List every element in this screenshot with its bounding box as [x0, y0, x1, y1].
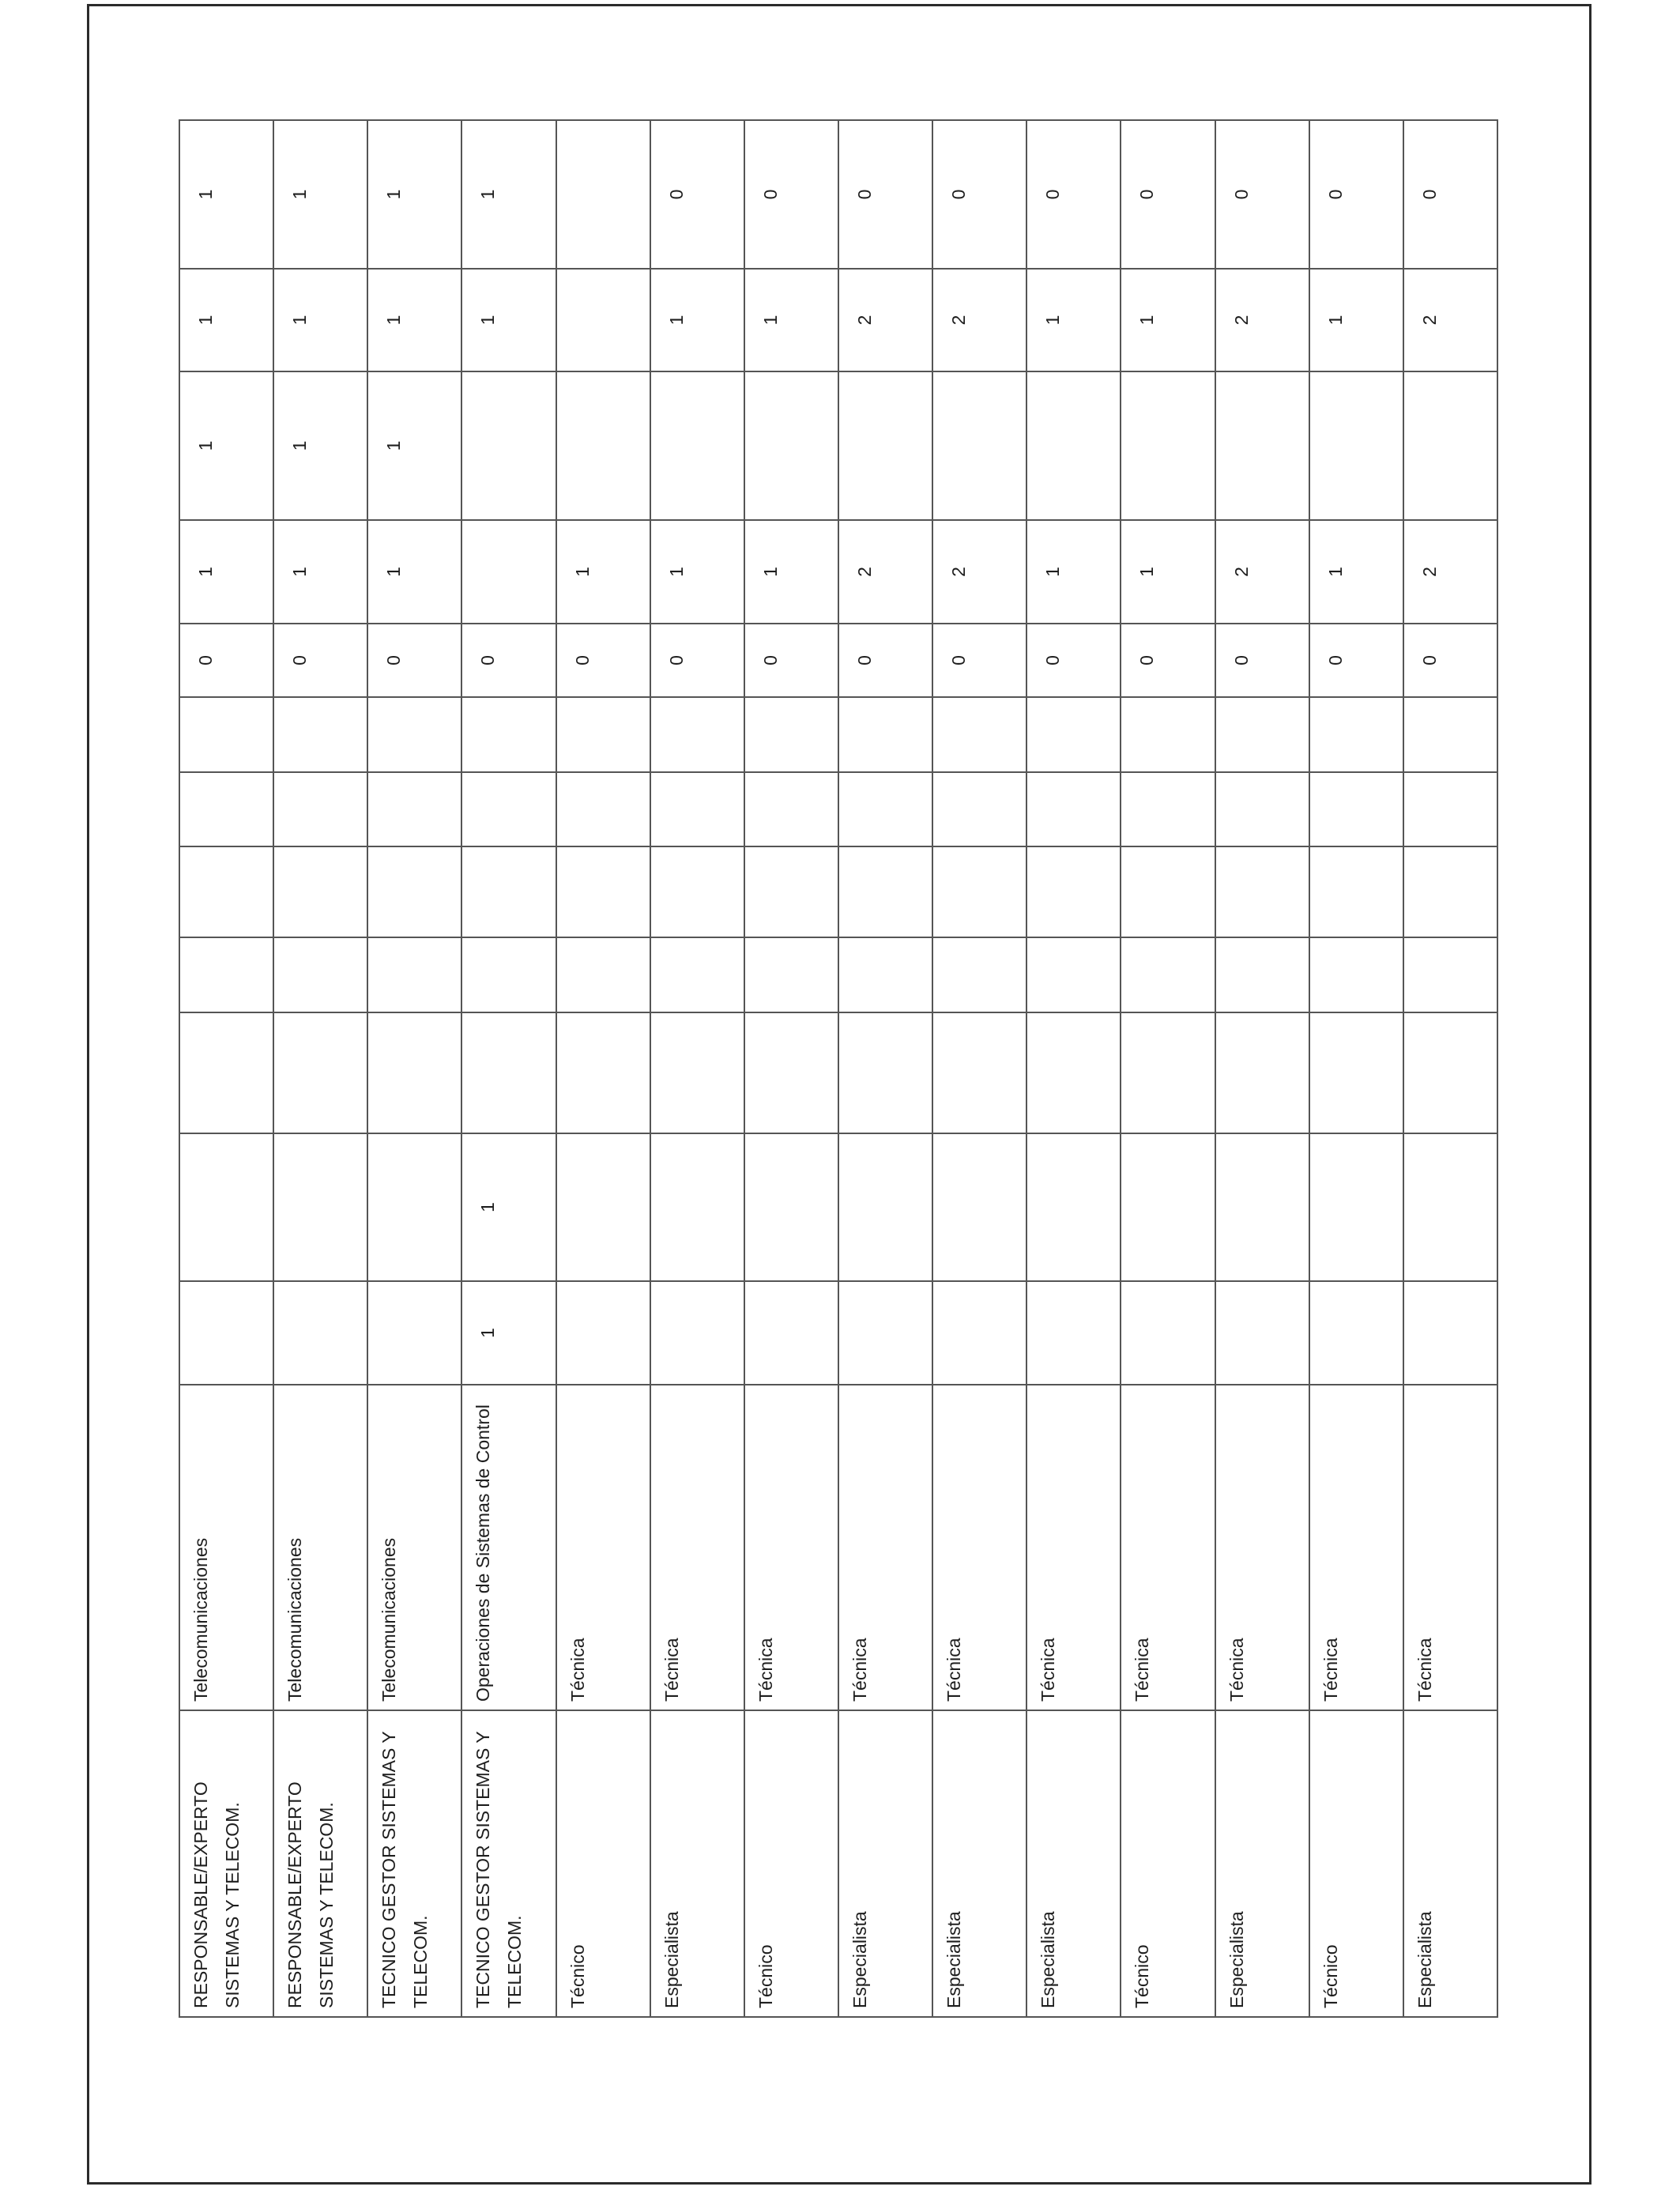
- count-cell: [650, 1281, 744, 1385]
- count-cell: [1026, 1012, 1121, 1133]
- count-cell: [1309, 772, 1403, 846]
- table-row: [1121, 120, 1215, 2017]
- count-cell: [744, 846, 838, 937]
- count-cell: 1: [650, 520, 744, 624]
- table-row: [556, 120, 650, 2017]
- count-cell: 0: [556, 624, 650, 697]
- count-cell: [556, 1133, 650, 1281]
- count-cell: 1: [1309, 520, 1403, 624]
- count-cell: [1121, 371, 1215, 520]
- count-cell: 1: [367, 371, 461, 520]
- count-cell: [1215, 1133, 1309, 1281]
- table-row: [1309, 120, 1403, 2017]
- count-cell: [367, 1012, 461, 1133]
- count-cell: [179, 772, 273, 846]
- rotated-table-container: [179, 129, 1498, 2018]
- count-cell: [1026, 1281, 1121, 1385]
- count-cell: [1309, 697, 1403, 772]
- role-cell: RESPONSABLE/EXPERTO SISTEMAS Y TELECOM.: [273, 1710, 367, 2017]
- table-row: [650, 120, 744, 2017]
- count-cell: 1: [744, 269, 838, 371]
- count-cell: [744, 697, 838, 772]
- count-cell: 1: [650, 269, 744, 371]
- count-cell: [838, 697, 932, 772]
- table-row: [1403, 120, 1497, 2017]
- count-cell: 0: [1309, 120, 1403, 269]
- count-cell: [179, 846, 273, 937]
- count-cell: [367, 697, 461, 772]
- count-cell: 1: [367, 120, 461, 269]
- count-cell: [650, 846, 744, 937]
- count-cell: [932, 846, 1026, 937]
- count-cell: [556, 269, 650, 371]
- table-row: [838, 120, 932, 2017]
- count-cell: 1: [461, 1281, 556, 1385]
- count-cell: [367, 1133, 461, 1281]
- count-cell: [1403, 371, 1497, 520]
- count-cell: [1309, 1133, 1403, 1281]
- count-cell: 0: [273, 624, 367, 697]
- count-cell: 1: [1121, 520, 1215, 624]
- count-cell: [1403, 1133, 1497, 1281]
- count-cell: [461, 371, 556, 520]
- count-cell: [1309, 846, 1403, 937]
- count-cell: 2: [1215, 520, 1309, 624]
- count-cell: 0: [1309, 624, 1403, 697]
- count-cell: [461, 520, 556, 624]
- count-cell: [1215, 697, 1309, 772]
- count-cell: 1: [461, 269, 556, 371]
- role-cell: Técnico: [1309, 1710, 1403, 2017]
- staffing-table: [179, 119, 1498, 2018]
- area-cell: Técnica: [932, 1385, 1026, 1710]
- count-cell: [273, 846, 367, 937]
- count-cell: [273, 1012, 367, 1133]
- role-cell: Especialista: [838, 1710, 932, 2017]
- count-cell: [932, 371, 1026, 520]
- count-cell: [1403, 697, 1497, 772]
- count-cell: [1403, 1281, 1497, 1385]
- table-row: [367, 120, 461, 2017]
- count-cell: 0: [1403, 624, 1497, 697]
- count-cell: [744, 937, 838, 1012]
- role-cell: RESPONSABLE/EXPERTO SISTEMAS Y TELECOM.: [179, 1710, 273, 2017]
- count-cell: [1215, 1281, 1309, 1385]
- area-cell: Operaciones de Sistemas de Control: [461, 1385, 556, 1710]
- count-cell: [1403, 772, 1497, 846]
- count-cell: [1121, 1281, 1215, 1385]
- count-cell: [1026, 937, 1121, 1012]
- count-cell: [932, 1281, 1026, 1385]
- count-cell: 0: [367, 624, 461, 697]
- count-cell: [1121, 1133, 1215, 1281]
- count-cell: [273, 937, 367, 1012]
- table-row: [461, 120, 556, 2017]
- count-cell: [1026, 1133, 1121, 1281]
- count-cell: [744, 1012, 838, 1133]
- count-cell: [1215, 772, 1309, 846]
- count-cell: [932, 772, 1026, 846]
- count-cell: [744, 1133, 838, 1281]
- table-row: [273, 120, 367, 2017]
- count-cell: [367, 772, 461, 846]
- count-cell: [650, 772, 744, 846]
- table-row: [744, 120, 838, 2017]
- role-cell: Especialista: [1403, 1710, 1497, 2017]
- count-cell: 0: [461, 624, 556, 697]
- count-cell: 0: [744, 120, 838, 269]
- count-cell: 1: [556, 520, 650, 624]
- count-cell: 1: [1026, 520, 1121, 624]
- count-cell: 0: [744, 624, 838, 697]
- count-cell: [556, 697, 650, 772]
- count-cell: 1: [367, 520, 461, 624]
- count-cell: [1403, 1012, 1497, 1133]
- count-cell: 0: [179, 624, 273, 697]
- count-cell: [650, 1133, 744, 1281]
- count-cell: [461, 1012, 556, 1133]
- area-cell: Técnica: [838, 1385, 932, 1710]
- count-cell: [1026, 846, 1121, 937]
- area-cell: Técnica: [650, 1385, 744, 1710]
- count-cell: [1403, 937, 1497, 1012]
- count-cell: 0: [1121, 120, 1215, 269]
- count-cell: 2: [1215, 269, 1309, 371]
- count-cell: 1: [744, 520, 838, 624]
- count-cell: [461, 846, 556, 937]
- count-cell: 0: [932, 120, 1026, 269]
- count-cell: 1: [179, 520, 273, 624]
- count-cell: 0: [1403, 120, 1497, 269]
- count-cell: [273, 772, 367, 846]
- role-cell: Especialista: [650, 1710, 744, 2017]
- count-cell: [1215, 937, 1309, 1012]
- count-cell: [1215, 846, 1309, 937]
- count-cell: [461, 697, 556, 772]
- count-cell: [744, 371, 838, 520]
- count-cell: [1121, 772, 1215, 846]
- count-cell: [650, 1012, 744, 1133]
- table-row: [1026, 120, 1121, 2017]
- count-cell: [838, 1012, 932, 1133]
- count-cell: 1: [367, 269, 461, 371]
- count-cell: 0: [1215, 624, 1309, 697]
- count-cell: [461, 937, 556, 1012]
- count-cell: [556, 371, 650, 520]
- role-cell: Especialista: [1215, 1710, 1309, 2017]
- role-cell: Técnico: [744, 1710, 838, 2017]
- count-cell: [932, 697, 1026, 772]
- area-cell: Técnica: [1215, 1385, 1309, 1710]
- count-cell: [1309, 1012, 1403, 1133]
- table-row: [932, 120, 1026, 2017]
- count-cell: 1: [273, 120, 367, 269]
- count-cell: 1: [273, 269, 367, 371]
- count-cell: 0: [650, 624, 744, 697]
- count-cell: [179, 1133, 273, 1281]
- count-cell: 1: [179, 371, 273, 520]
- count-cell: [838, 772, 932, 846]
- count-cell: [932, 1012, 1026, 1133]
- count-cell: [650, 937, 744, 1012]
- role-cell: Especialista: [932, 1710, 1026, 2017]
- role-cell: Técnico: [556, 1710, 650, 2017]
- count-cell: [179, 697, 273, 772]
- role-cell: TECNICO GESTOR SISTEMAS Y TELECOM.: [461, 1710, 556, 2017]
- count-cell: [461, 772, 556, 846]
- count-cell: 1: [461, 1133, 556, 1281]
- count-cell: 2: [932, 520, 1026, 624]
- count-cell: 1: [273, 371, 367, 520]
- count-cell: [1121, 697, 1215, 772]
- count-cell: 1: [1309, 269, 1403, 371]
- role-cell: Técnico: [1121, 1710, 1215, 2017]
- count-cell: 0: [1026, 120, 1121, 269]
- count-cell: [838, 846, 932, 937]
- area-cell: Telecomunicaciones: [367, 1385, 461, 1710]
- count-cell: [273, 1281, 367, 1385]
- count-cell: [179, 937, 273, 1012]
- count-cell: 1: [273, 520, 367, 624]
- count-cell: 1: [1121, 269, 1215, 371]
- count-cell: [650, 697, 744, 772]
- count-cell: [556, 1281, 650, 1385]
- count-cell: 2: [1403, 520, 1497, 624]
- count-cell: [1026, 772, 1121, 846]
- count-cell: [1121, 846, 1215, 937]
- count-cell: [1309, 937, 1403, 1012]
- count-cell: 2: [838, 520, 932, 624]
- count-cell: 0: [932, 624, 1026, 697]
- count-cell: 1: [179, 269, 273, 371]
- count-cell: 1: [179, 120, 273, 269]
- table-row: [1215, 120, 1309, 2017]
- area-cell: Técnica: [744, 1385, 838, 1710]
- count-cell: [556, 846, 650, 937]
- count-cell: [1215, 371, 1309, 520]
- area-cell: Técnica: [1309, 1385, 1403, 1710]
- count-cell: [179, 1281, 273, 1385]
- count-cell: 0: [1026, 624, 1121, 697]
- count-cell: [1026, 371, 1121, 520]
- count-cell: [838, 937, 932, 1012]
- count-cell: [1121, 1012, 1215, 1133]
- count-cell: [556, 120, 650, 269]
- count-cell: [273, 697, 367, 772]
- count-cell: 2: [932, 269, 1026, 371]
- count-cell: [556, 937, 650, 1012]
- count-cell: 0: [650, 120, 744, 269]
- count-cell: [179, 1012, 273, 1133]
- count-cell: [1026, 697, 1121, 772]
- count-cell: [838, 1133, 932, 1281]
- count-cell: 0: [1121, 624, 1215, 697]
- count-cell: [556, 1012, 650, 1133]
- count-cell: [1309, 371, 1403, 520]
- count-cell: [1215, 1012, 1309, 1133]
- count-cell: [273, 1133, 367, 1281]
- count-cell: [367, 846, 461, 937]
- count-cell: 2: [838, 269, 932, 371]
- area-cell: Técnica: [556, 1385, 650, 1710]
- count-cell: [1403, 846, 1497, 937]
- count-cell: [556, 772, 650, 846]
- count-cell: 1: [1026, 269, 1121, 371]
- area-cell: Telecomunicaciones: [273, 1385, 367, 1710]
- count-cell: [744, 1281, 838, 1385]
- count-cell: [838, 1281, 932, 1385]
- count-cell: 0: [1215, 120, 1309, 269]
- count-cell: [932, 1133, 1026, 1281]
- table-row: [179, 120, 273, 2017]
- count-cell: [367, 937, 461, 1012]
- count-cell: 0: [838, 624, 932, 697]
- area-cell: Técnica: [1403, 1385, 1497, 1710]
- count-cell: [1121, 937, 1215, 1012]
- count-cell: [932, 937, 1026, 1012]
- area-cell: Técnica: [1026, 1385, 1121, 1710]
- count-cell: [1309, 1281, 1403, 1385]
- role-cell: Especialista: [1026, 1710, 1121, 2017]
- count-cell: 1: [461, 120, 556, 269]
- count-cell: [650, 371, 744, 520]
- count-cell: 0: [838, 120, 932, 269]
- role-cell: TECNICO GESTOR SISTEMAS Y TELECOM.: [367, 1710, 461, 2017]
- count-cell: [744, 772, 838, 846]
- count-cell: 2: [1403, 269, 1497, 371]
- area-cell: Telecomunicaciones: [179, 1385, 273, 1710]
- area-cell: Técnica: [1121, 1385, 1215, 1710]
- count-cell: [838, 371, 932, 520]
- count-cell: [367, 1281, 461, 1385]
